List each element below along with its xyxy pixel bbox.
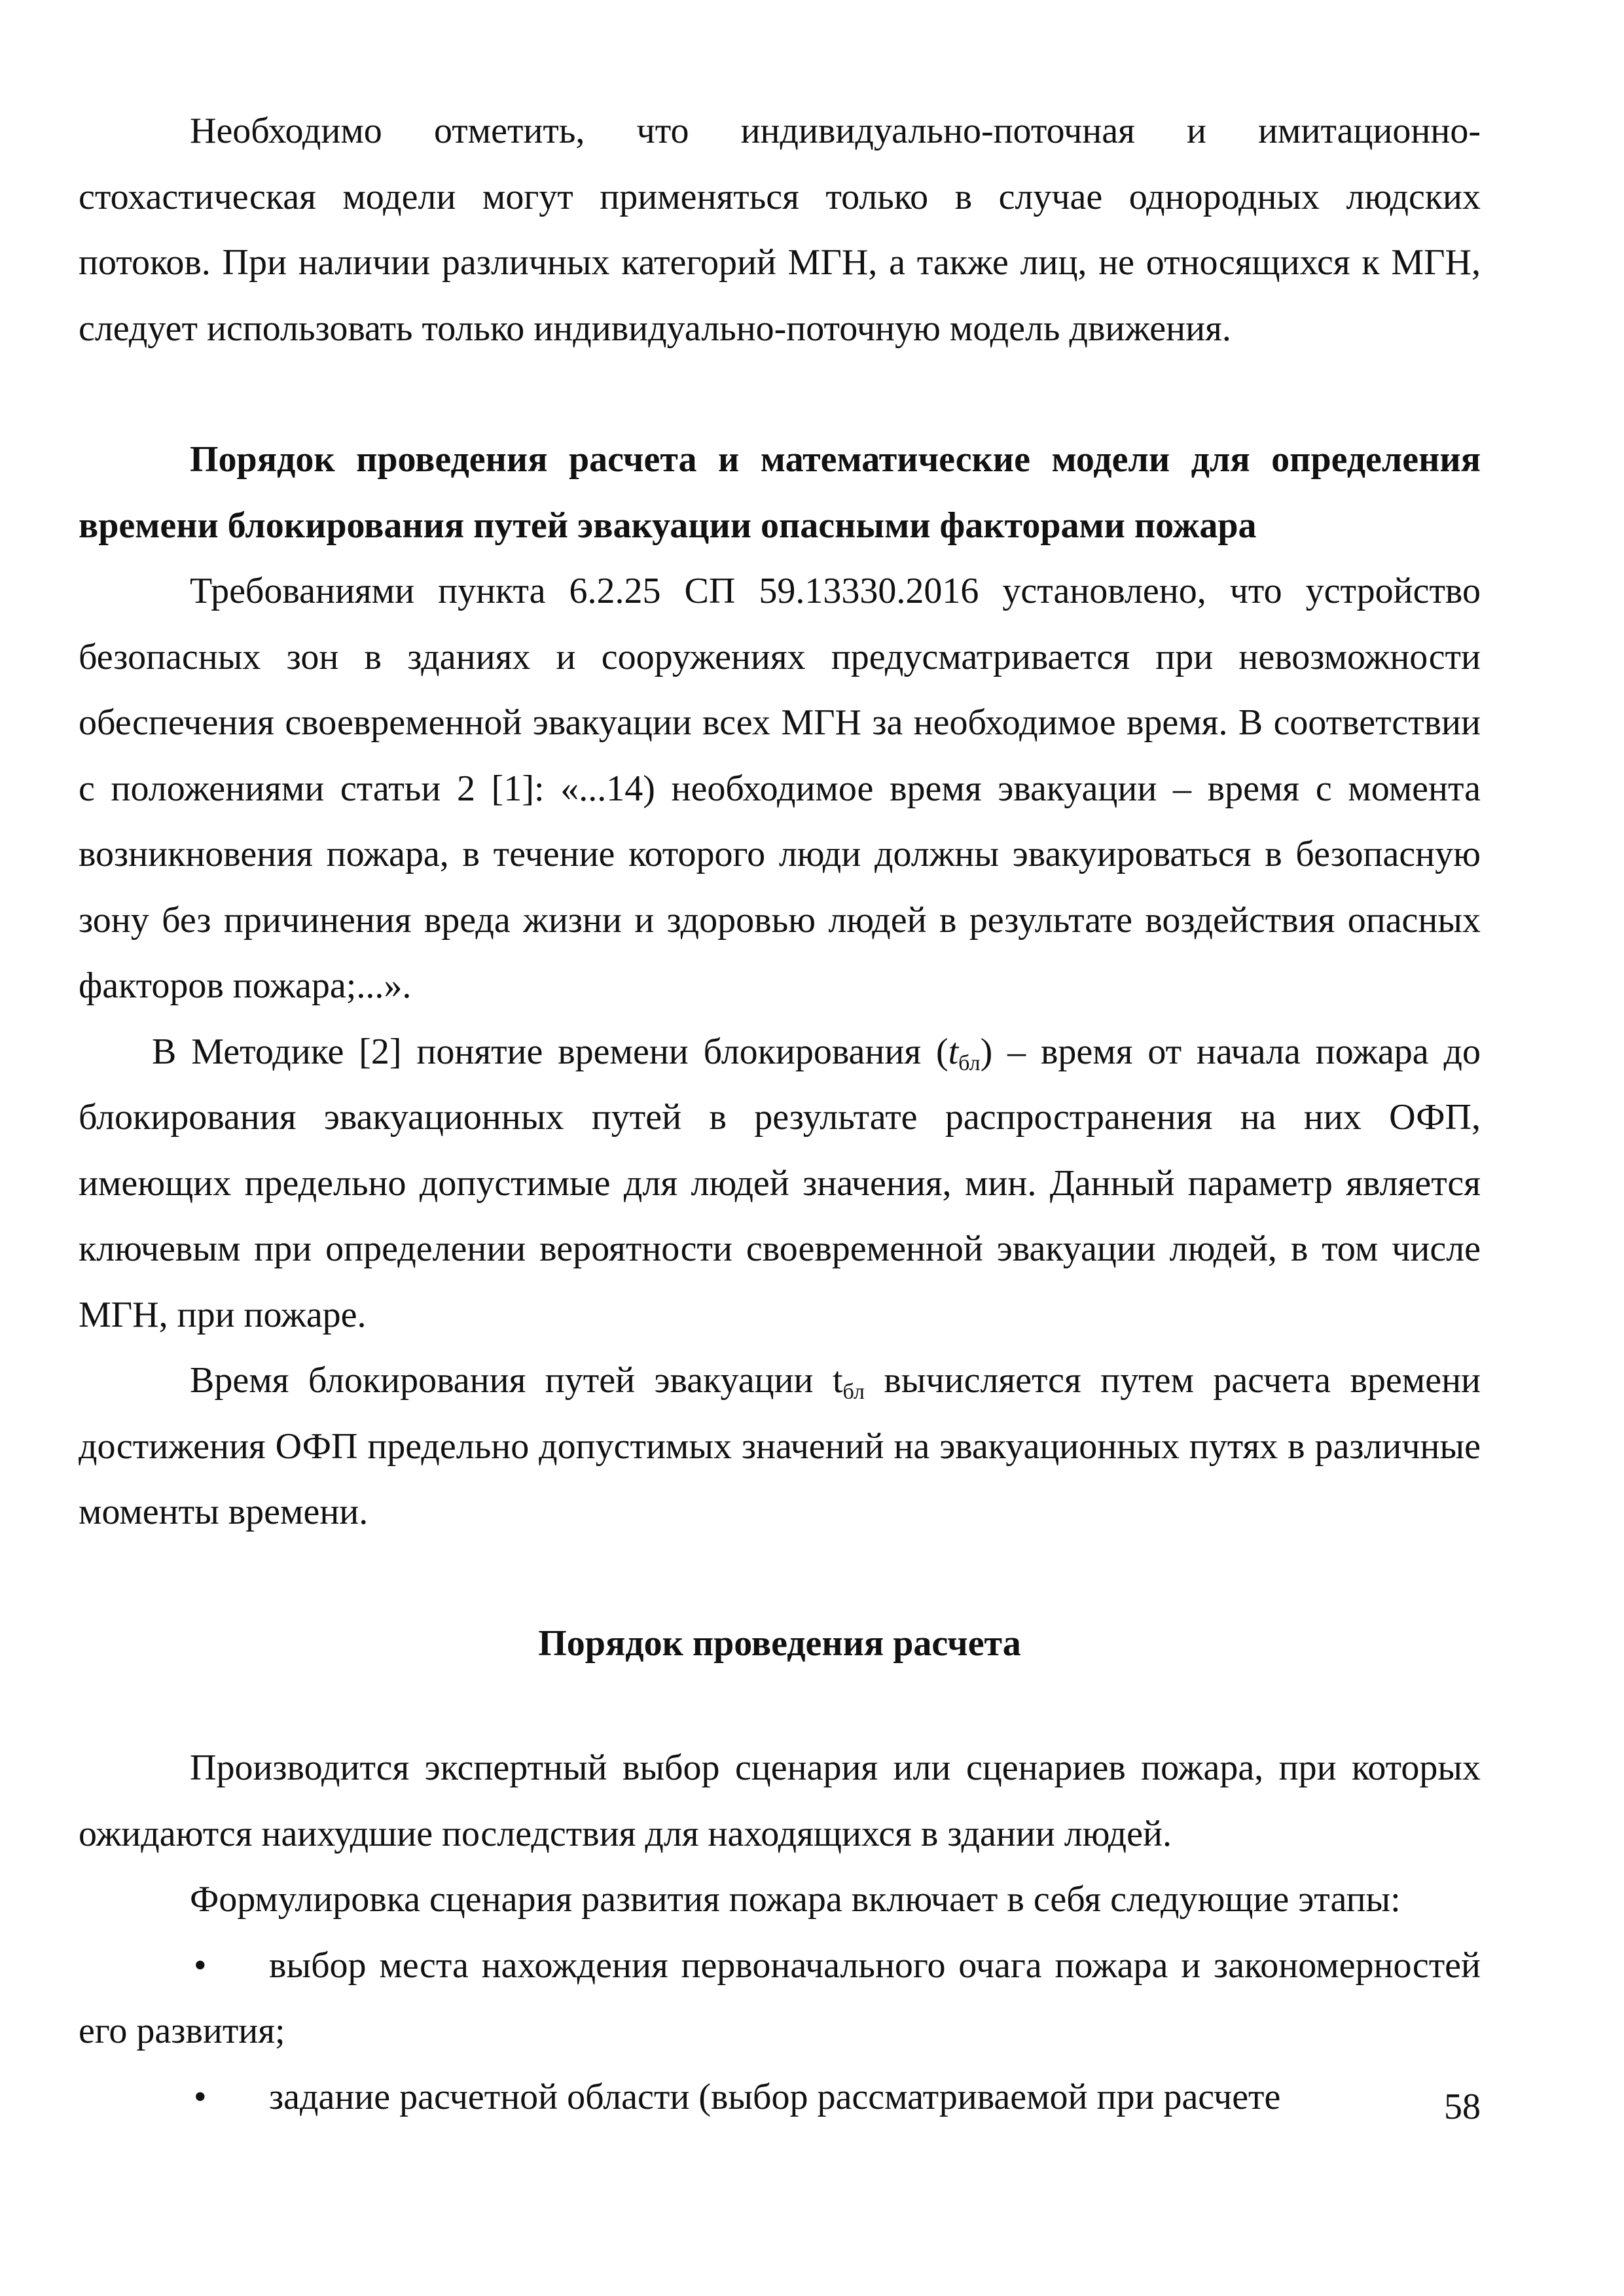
symbol-t: t: [948, 1031, 959, 1072]
subscript-bl: бл: [958, 1050, 981, 1075]
list-item-text: выбор места нахождения первоначального очага пожара и закономерностей его развития;: [79, 1945, 1481, 2051]
subscript-bl: бл: [842, 1380, 865, 1404]
list-item: [79, 2064, 1481, 2130]
bullet-icon: •: [194, 1945, 207, 1986]
text-segment: В Методике [2] понятие времени блокирования (: [152, 1031, 948, 1072]
text-segment: ) – время от начала пожара до блокирования эвакуационных путей в результате распространения на них ОФП, имеющих предельно допустимые для людей значения, мин. Данный параметр является ключевым при определении вероятности своевременной эвакуации людей, в том числе МГН, при пожаре.: [79, 1031, 1481, 1335]
section-heading-blocking-time: Порядок проведения расчета и математические модели для определения времени блокирования путей эвакуации опасными факторами пожара: [79, 439, 1481, 546]
paragraph-blocking-time-calculation: [79, 1348, 1481, 1545]
paragraph-requirements: Требованиями пункта 6.2.25 СП 59.13330.2016 установлено, что устройство безопасных зон в зданиях и сооружениях предусматривается при невозможности обеспечения своевременной эвакуации всех МГН за необходимое время. В соответствии с положениями статьи 2 [1]: «...14) необходимое время эвакуации – время с момента возникновения пожара, в течение которого люди должны эвакуироваться в безопасную зону без причинения вреда жизни и здоровью людей в результате воздействия опасных факторов пожара;...».: [79, 571, 1481, 1006]
paragraph-scenario-stages: Формулировка сценария развития пожара включает в себя следующие этапы:: [190, 1879, 1401, 1920]
bullet-icon: •: [194, 2076, 207, 2117]
text-segment: вычисляется путем расчета времени достижения ОФП предельно допустимых значений на эвакуационных путях в различные моменты времени.: [79, 1360, 1481, 1532]
list-item: [79, 1933, 1481, 2064]
paragraph-blocking-time-definition: [79, 1019, 1481, 1348]
document-page: [79, 98, 1481, 2232]
paragraph-models-applicability: Необходимо отметить, что индивидуально-поточная и имитационно-стохастическая модели могут применяться только в случае однородных людских потоков. При наличии различных категорий МГН, а также лиц, не относящихся к МГН, следует использовать только индивидуально-поточную модель движения.: [79, 111, 1481, 349]
page-number: 58: [1444, 2087, 1481, 2127]
list-item-text: задание расчетной области (выбор рассматриваемой при расчете: [269, 2076, 1281, 2117]
section-heading-calculation-procedure: Порядок проведения расчета: [538, 1623, 1021, 1664]
text-segment: Время блокирования путей эвакуации t: [190, 1360, 843, 1401]
paragraph-scenario-selection: Производится экспертный выбор сценария или сценариев пожара, при которых ожидаются наихудшие последствия для находящихся в здании людей.: [79, 1748, 1481, 1854]
